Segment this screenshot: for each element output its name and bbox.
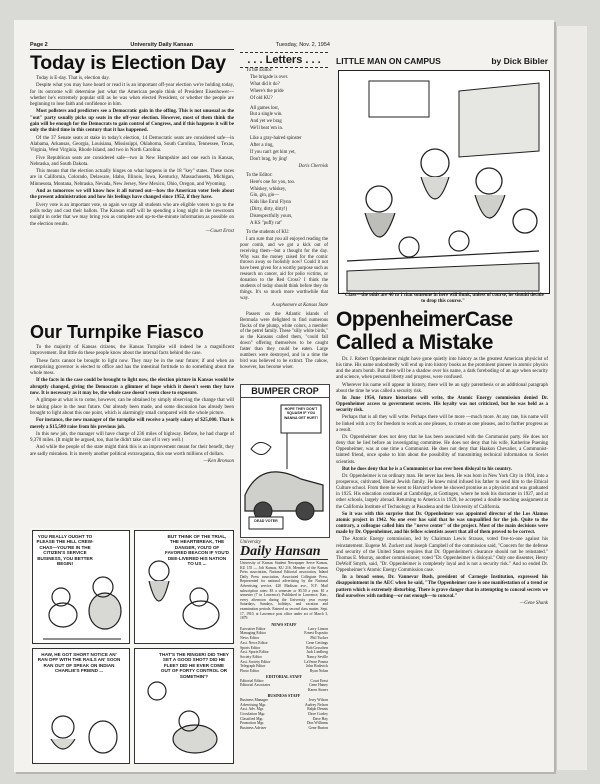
edit-staff-list	[240, 679, 328, 693]
election-p5: Five Republican seats are considered safe—two in New Hampshire and one each in Kansas, Nebraska, and South Dakota.	[30, 155, 234, 167]
folio-page: Page 2	[30, 42, 48, 48]
letters-header: . . . Letters . . .	[240, 52, 328, 68]
opp-p9: The Atomic Energy commission, led by Chairman Lewis Strauss, voted five-to-one against his reinstatement. Eugene M. Zuckert and Joseph Campbell of the commission said, "Concern for the defense and security of the United States requires that Dr. Oppenheimer's clearance should not be reinstated." Thomas E. Murray, another commissioner, voted "Dr. Oppenheimer is disloyal." Only one dissenter, Henry DeWolf Smyth, said, "Dr. Oppenheimer is completely loyal and is not a security risk." And so ended Dr. Oppenheimer's Atomic Energy Commission case.	[336, 537, 548, 574]
opp-p10: In a broad sense, Dr. Vannevar Bush, president of Carnegie Institution, expressed his disappointment in the AEC when he said, "The Oppenheimer case is one manifestation of a trend or pattern which is extremely disturbing. There is grave danger that in attempting to conceal secrets we find ourselves with nothing—or not enough—to conceal."	[336, 575, 548, 599]
letter2-verse-line: Kids like Errol Flynn	[250, 200, 291, 206]
letter1-verse-line: And yet we brag	[250, 119, 282, 125]
comic-panel-1	[32, 530, 130, 644]
turnpike-p6: In this new job, the manager will have charge of 236 miles of highway. Before, he had charge of 9,370 miles. (It might be argued, too, that he didn't take care of it very well.)	[30, 431, 234, 444]
lmoc-drawing	[339, 71, 549, 293]
biz-staff-row	[240, 726, 328, 731]
opp-p1: Dr. J. Robert Oppenheimer might have gone quietly into history as the greatest American physicist of his time. His name undoubtedly will end up into history books as the prominent pioneer in atomic physics and the atom bomb. But there will be a shadow over his name, a dark foreboding of an age when security and science, when personal liberty and progress, were confused.	[336, 357, 548, 381]
letter1-verse-line: After a ring,	[250, 143, 274, 149]
letter1-signature: Doris Chernisk	[298, 163, 328, 169]
biz-staff-person: Don Williams	[306, 721, 328, 726]
letter1-verse-line	[250, 133, 328, 135]
biz-staff-role: Circulation Mgr.	[240, 711, 266, 716]
letter2-verse	[240, 180, 328, 227]
comic-bubble-4: THAT'S THE RINGER! DID THEY SET A GOOD SHOT? DID HE FLEE? DID HE EVER COME OUT OF FORTY CONTROL OR SOMETHIN'?	[159, 652, 229, 679]
biz-staff-person: Jerry Wilson	[308, 697, 328, 702]
news-staff-person: Jack Lindberg	[306, 650, 328, 655]
letter1-verse-line: The brigade is over.	[250, 74, 289, 80]
masthead-body: University of Kansas Student Newspaper Serve Kansas, KU 155 — Jolt Kansas, KU 216. Member of the Kansas Press association, National Editorial association, Inland Daily Press association, Associated Collegiate Press, Represented for national advertising by the National Advertising service, 420 Madison ave., N.Y. Mail subscription rates: $3 a semester or $5.50 a year. $1 a semester (7 in Lawrence). Published in Lawrence, Kan., every afternoon during the University year except Saturdays, Sundays, holidays, and vacation and examination periods. Entered as second class matter, Sept. 17, 1910, at Lawrence post office under act of March 3, 1879.	[240, 561, 328, 621]
letter1-verse	[240, 75, 328, 163]
opp-p8: So it was with this surprise that Dr. Oppenheimer was appointed director of the Los Alamos atomic project in 1942. No one ever has said that he was unqualified for the job. Quite to the contrary, a colleague called him the "nerve center" of the project. Most of the main decisions were made by Dr. Oppenheimer, and his fellow scientists assert that all of them proved to be correct.	[336, 511, 548, 536]
letter4-body: Passers on the Atlantic islands of Bermuda were delighted to find numerous flocks of the plump, white colors, a member of the petrel family. These "silly white birds," as the Kansans called them, "could fall down" offering themselves to be caught faster than they could be eaten. Large numbers were destroyed, and in a time the bird was believed to be extinct. The cahow, however, has become wiser.	[240, 311, 328, 370]
news-staff-person: Gene Gettings	[306, 640, 328, 645]
letter2-verse-line: Gin, gin, gin—	[250, 193, 280, 199]
bumper-crop-title: BUMPER CROP	[241, 385, 329, 398]
comic-figure-3	[33, 649, 129, 763]
news-staff-person: Larry Linson	[308, 626, 328, 631]
news-staff-list	[240, 627, 328, 674]
folio-rule	[30, 49, 234, 50]
letter3-signature: A sophomore at Kansas State	[271, 302, 328, 308]
turnpike-p5: For instance, the new manager of the turnpike will receive a yearly salary of $25,000. That is merely a $15,500 raise from his previous job.	[30, 418, 234, 430]
biz-staff-person: Dave Hay	[312, 716, 328, 721]
letter2-verse-line: (Dirty, dirty, dirty!)	[250, 207, 288, 213]
news-staff-role: Asst. Sports Editor	[240, 650, 269, 655]
turnpike-title: Our Turnpike Fiasco	[30, 322, 204, 342]
letters-body	[240, 68, 328, 371]
election-p8: Every vote is an important vote, so again we urge all students who are eligible voters to go to the polls today and cast their ballots. The Kansan staff will be spending a long night in the newsroom tonight in order that we may bring you as complete and up-to-the-minute information as possible on the election results.	[30, 202, 234, 227]
edit-staff-person: Gene Haney	[309, 683, 328, 688]
lmoc-cartoon	[338, 70, 550, 294]
edit-staff-role: Editorial Associates	[240, 683, 271, 688]
newspaper-page	[14, 20, 554, 772]
folio-date: Tuesday, Nov. 2, 1954	[275, 42, 330, 48]
next-page-edge	[556, 26, 587, 770]
oppenheimer-body	[336, 357, 548, 607]
letter1-verse-line: If you can't get him yet,	[250, 149, 296, 155]
news-staff-role: Photo Editor	[240, 669, 260, 674]
letter1-verse-line: What did it do?	[250, 81, 280, 87]
letter2-verse-line: Disrespectfully yours,	[250, 214, 293, 220]
masthead-block	[240, 540, 328, 768]
biz-staff-person: Dave Conley	[308, 711, 328, 716]
news-staff-role: Managing Editor	[240, 631, 266, 636]
news-staff-role: Executive Editor	[240, 626, 266, 631]
letter2-verse-line: A KS "puffy rat"	[250, 221, 283, 227]
turnpike-p1: To the majority of Kansas citizens, the Kansas Turnpike will indeed be a magnificent improvement. But little do these people know about the internal facts behind the case.	[30, 345, 234, 357]
oppenheimer-signature: —Gene Shank	[519, 600, 548, 606]
comic-panel-3	[32, 648, 130, 764]
biz-staff-role: Advertising Mgr.	[240, 702, 267, 707]
edit-staff-person: Karen Stoner	[307, 688, 328, 693]
letter3-body: I am sure that you all enjoyed reading the poor comb, and we got a kick out of receiving them—but a thought for the day. Why was the money raised for the comic thrown away so foolishly now? Could it not have been given for a worthy purpose such as research on cancer, aid for polio victims, or donation to the Red Cross? I think the students of today should think before they do things. It's so much more worthwhile that way.	[240, 236, 328, 301]
oppenheimer-title-2: Called a Mistake	[336, 331, 494, 354]
comic-bubble-3: HAW, HE GOT SHORT NOTICE AN' RAN OFF WITH THE RAILS AN' SOON RAN OUT OF SPEAK ON INDIAN CHARLIE'S FRIEND ...	[37, 652, 121, 674]
biz-staff-role: Classified Mgr.	[240, 716, 264, 721]
news-staff-role: Society Editor	[240, 654, 262, 659]
news-staff-person: Ernest Esposito	[304, 631, 328, 636]
comic-bubble-1: YOU REALLY OUGHT TO PLEASE THE HILL CREW-CHAS—YOU'RE IN THE CITIZEN'S SERVICE BUSINESS, YOU BETTER BEGIN!	[36, 534, 94, 567]
opp-p7: Dr. Oppenheimer is no ordinary man. He never has been. He was born in New York City in 1904, into a prosperous, cultivated, liberal Jewish family. He knew mind infused his father to send him to the Ethical Culture school. From there he went to Harvard where he showed promise as a physicist and was graduated in 1925. His education continued at Cambridge, at Gottingen, where he took his doctorate in 1927, and at other schools, largely abroad. Returning to America in 1929, he accepted a double teaching assignment at the California Institute of Technology at Pasadena and the University of California.	[336, 473, 548, 510]
biz-staff-list	[240, 698, 328, 731]
comic-bubble-2: BUT THINK OF THE TRIAL, THE HEARTBREAK, THE DANGER, YOU'D OF FAVORED BEACON IF YOU'D DEE-LIVERED HIS NATION TO US ...	[165, 534, 229, 567]
biz-staff-role: Promotion Mgr.	[240, 721, 265, 726]
folio-paper: University Daily Kansan	[130, 42, 194, 48]
turnpike-body	[30, 345, 234, 465]
election-p3: Most pollsters and predicters see a Democratic gain in the offing. This is not unusual as the "out" party usually picks up seats in the off-year election. However, most of them think the gain will be enough for the Democrats to gain control of Congress, and if this happens it will be only the third time in this century that it has happened.	[30, 109, 234, 134]
election-p4: Of the 37 Senate seats at stake in today's election, 14 Democratic seats are considered safe—in Alabama, Arkansas, Georgia, Louisiana, Mississippi, Oklahoma, South Carolina, Tennessee, Texas, Virginia, West Virginia, Rhode Island, and two in North Carolina.	[30, 135, 234, 154]
news-staff-role: News Editor	[240, 636, 260, 641]
letter1-verse-line: But a single win.	[250, 112, 283, 118]
letter1-verse-line	[250, 103, 328, 105]
letter2-verse-line: Here's one for you, too.	[250, 179, 296, 185]
letter1-verse-line: We'll beat 'em in.	[250, 126, 284, 132]
comic-panel-2	[134, 530, 234, 644]
election-signature: —Court Ernst	[205, 228, 234, 234]
biz-staff-person: Gene Burton	[308, 726, 328, 731]
edit-staff-role: Editorial Editor	[240, 678, 264, 683]
comic-strip	[30, 528, 234, 764]
news-staff-person: Bob Gruschen	[306, 645, 328, 650]
election-p2: Despite what you may have heard or read it is an important off-year election we're holding today, for its outcome will determine just what the American people think of President Eisenhower—whether he's extremely popular still as he was when elected President, or whether the people are beginning to lose faith and confidence in him.	[30, 83, 234, 108]
news-staff-person: John Roderick	[305, 664, 328, 669]
edit-staff-person: Court Ernst	[310, 678, 328, 683]
turnpike-p3: If the facts in the case could be brought to light now, the election picture in Kansas would be abruptly changed, giving the Democrats a glimmer of hope which it doesn't seem they have now. It is necessary as it may be, the whole case doesn't seem close to exposure.	[30, 378, 234, 397]
oppenheimer-title-1: OppenheimerCase	[336, 308, 513, 331]
letter3-salutation: To the students of KU:	[246, 229, 290, 235]
letter1-verse-line: All games lost,	[250, 105, 279, 111]
news-staff-role: Telegraph Editor	[240, 664, 266, 669]
lmoc-header	[336, 56, 548, 66]
comic-figure-1	[33, 531, 129, 643]
news-staff-role: Sports Editor	[240, 645, 261, 650]
lmoc-byline: by Dick Bibler	[491, 56, 548, 66]
masthead-title: Daily Hansan	[240, 545, 328, 560]
news-staff-role: Asst. Society Editor	[240, 659, 271, 664]
folio-line	[30, 42, 330, 48]
election-p1: Today is E-day. That is, election day.	[36, 76, 110, 81]
bumper-sign-2: DEAD VOTER	[254, 519, 278, 523]
letter1-verse-line: Where's the pride	[250, 88, 284, 94]
masthead-pre: University	[240, 540, 261, 545]
letter2-verse-line: Whiskey, whiskey,	[250, 186, 287, 192]
opp-p4: Perhaps that is all they will write. Perhaps there will be more —much more. At any rate, his name will be linked with a cry for freedom to work as one pleases, to create as one pleases, and to further progress as a result.	[336, 415, 548, 433]
lmoc-title: LITTLE MAN ON CAMPUS	[336, 56, 441, 66]
biz-staff-role: Business Adviser	[240, 726, 267, 731]
lmoc-caption: "Class—the odds are 40 to 1 that someone in here will flunk, unless of course, he should decide to drop this course."	[342, 293, 544, 304]
opp-p5: Dr. Oppenheimer does not deny that he has been associated with the Communist party. He does not deny that he lied before an investigating committee. He does not deny that his wife, Katherine Puening Oppenheimer, was at one time a Communist. He does not deny that Haakon Chevalier, a Communist-tainted friend, once spoke to him about the possibility of transmitting technical information to Soviet scientists.	[336, 434, 548, 465]
election-title: Today is Election Day	[30, 52, 226, 74]
news-staff-person: Nancy Seville	[306, 654, 328, 659]
letter2-salutation: To the Editor:	[246, 172, 273, 178]
letters-box	[240, 52, 328, 384]
comic-figure-4	[135, 649, 233, 763]
masthead-biz-label: BUSINESS STAFF	[267, 692, 301, 698]
letter1-verse-line: Don't brag, by jing!	[250, 156, 288, 162]
bumper-sign: HOPE THEY DON'T SQUASH IF YOU WANNA GET HURT!	[283, 407, 318, 420]
turnpike-signature: —Ken Bronson	[203, 459, 234, 465]
opp-p3: In June 1954, future historians will write, the Atomic Energy commission denied Dr. Oppenheimer access to government secrets. His loyalty was not criticized, but he was held as a security risk.	[336, 395, 548, 414]
election-body	[30, 76, 234, 235]
masthead-news-label: NEWS STAFF	[271, 621, 297, 627]
comic-panel-4	[134, 648, 234, 764]
news-staff-person: Ryan Nolan	[309, 669, 328, 674]
turnpike-p4: A glimpse at what is to come, however, can be obtained by simply observing the change that will be taking place in the near future. Our already been made, and some discussion has already been brought to light about this one point, which is alarmingly small compared with the whole picture.	[30, 398, 234, 416]
turnpike-p2: These facts cannot be brought to light now. They may be in the near future; if and when an enterprising governor is elected to office and has the intestinal fortitude to do something about the whole mess.	[30, 358, 234, 377]
turnpike-p7: And while the people of the state might think this is an improvement meant for their benefit, they are sadly mistaken. It is merely another political extravaganza, this one worth millions of dollars.	[30, 445, 234, 457]
news-staff-role: Asst. News Editor	[240, 640, 268, 645]
biz-staff-person: Audrey Nelson	[304, 702, 328, 707]
opp-p2: Wherever his name will appear in history, there will be an ugly parenthesis or an additional paragraph about the time he was called a security risk.	[336, 382, 548, 394]
letter1-verse-line: Like a gray-haired spinster	[250, 136, 302, 142]
news-staff-person: LaVerne Pasma	[304, 659, 328, 664]
letter1-verse-line: Of old KU?	[250, 95, 273, 101]
biz-staff-person: Ralph Dennis	[307, 707, 328, 712]
biz-staff-role: Business Manager	[240, 697, 268, 702]
election-p6: This means that the election actually hinges on what happens in the 18 "key" states. These races are in California, Colorado, Delaware, Idaho, Illinois, Iowa, Kentucky, Massachusetts, Michigan, Minnesota, Montana, Nebraska, Nevada, New Jersey, New Mexico, Ohio, Oregon, and Wyoming.	[30, 169, 234, 187]
election-p7: And as tomorrow we will know how it all turned out—how the American voter feels about the present administration and how his feelings have changed since 1952, if they have.	[30, 189, 234, 201]
opp-p6: But he does deny that he is a Communist or has ever been disloyal to his country.	[342, 466, 513, 472]
masthead-edit-label: EDITORIAL STAFF	[266, 673, 302, 679]
letter1-salutation: To the Editor:	[246, 68, 273, 73]
bumper-crop-box	[240, 384, 330, 538]
comic-figure-2	[135, 531, 233, 643]
news-staff-person: Phil Tucker	[310, 636, 328, 641]
biz-staff-role: Asst. Adv. Mgr.	[240, 707, 264, 712]
